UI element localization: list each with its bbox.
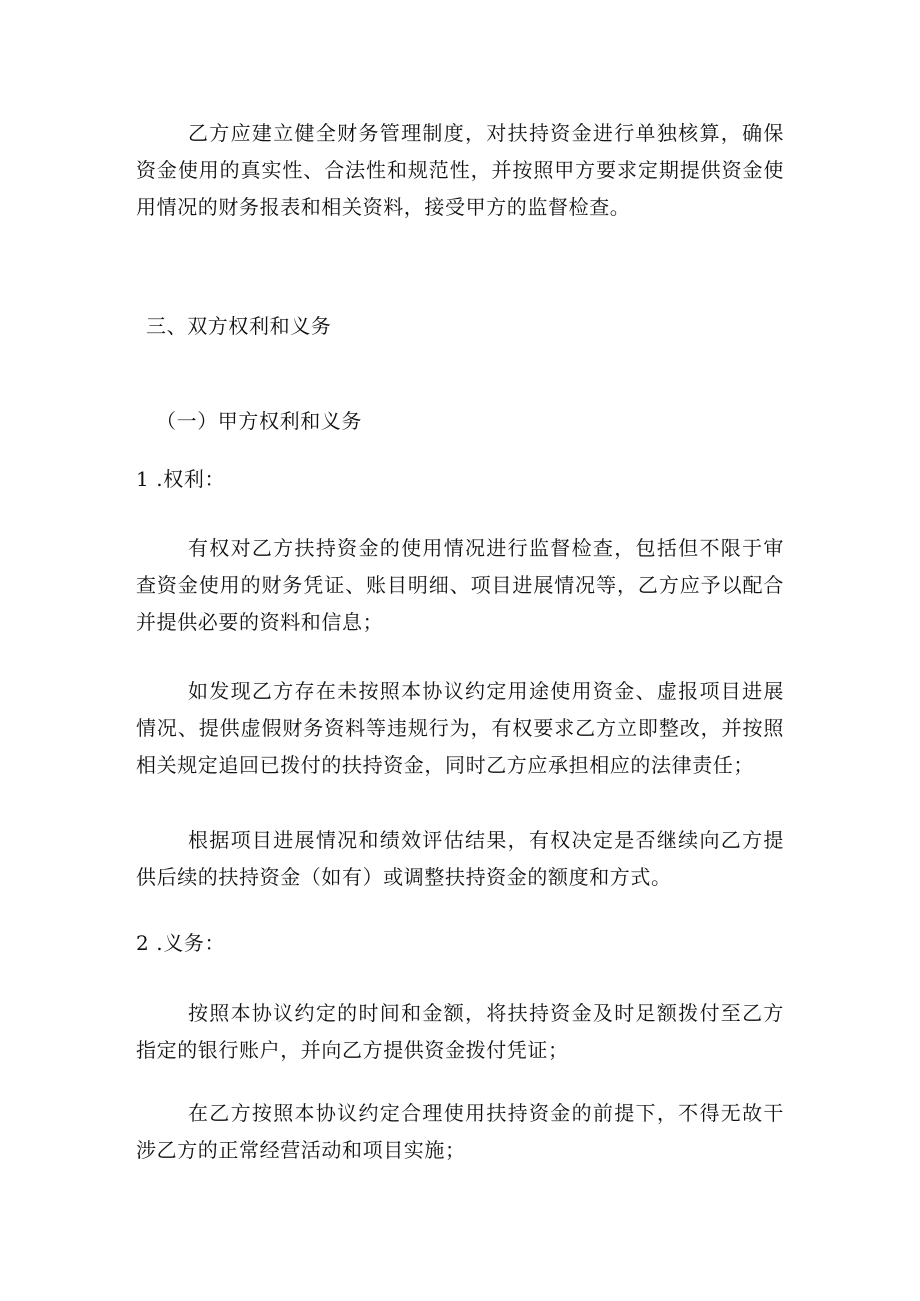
subsection-heading-party-a: （一）甲方权利和义务	[156, 409, 362, 433]
item-heading-duties: 2 .义务：	[136, 931, 226, 955]
paragraph-financial-management: 乙方应建立健全财务管理制度，对扶持资金进行单独核算，确保资金使用的真实性、合法性和规范性，并按照甲方要求定期提供资金使用情况的财务报表和相关资料，接受甲方的监督检查。	[136, 121, 784, 219]
paragraph-rights-supervision: 有权对乙方扶持资金的使用情况进行监督检查，包括但不限于审查资金使用的财务凭证、账目明细、项目进展情况等，乙方应予以配合并提供必要的资料和信息；	[136, 536, 784, 634]
paragraph-duties-disbursement: 按照本协议约定的时间和金额，将扶持资金及时足额拨付至乙方指定的银行账户，并向乙方提供资金拨付凭证；	[136, 1001, 784, 1062]
section-heading-rights-obligations: 三、双方权利和义务	[146, 314, 332, 338]
item-heading-rights: 1 .权利：	[136, 467, 226, 491]
paragraph-rights-continuation: 根据项目进展情况和绩效评估结果，有权决定是否继续向乙方提供后续的扶持资金（如有）或调整扶持资金的额度和方式。	[136, 828, 784, 889]
paragraph-rights-violation: 如发现乙方存在未按照本协议约定用途使用资金、虚报项目进展情况、提供虚假财务资料等违规行为，有权要求乙方立即整改，并按照相关规定追回已拨付的扶持资金，同时乙方应承担相应的法律责任；	[136, 679, 784, 777]
paragraph-duties-noninterference: 在乙方按照本协议约定合理使用扶持资金的前提下，不得无故干涉乙方的正常经营活动和项目实施；	[136, 1101, 784, 1162]
